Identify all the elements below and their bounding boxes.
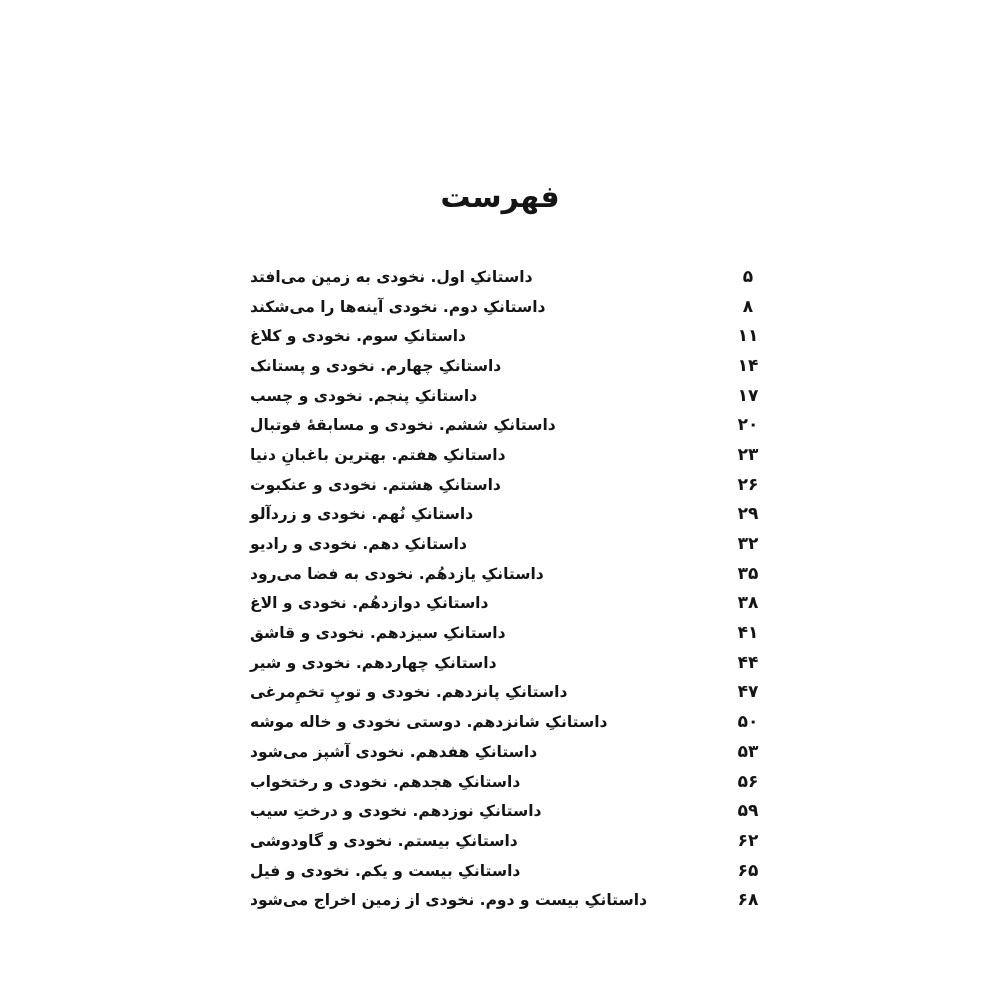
toc-entry-page-number: ۳۲ (737, 534, 759, 555)
toc-entry-title: داستانکِ اول. نخودی به زمین می‌افتد (250, 267, 533, 286)
toc-entry (250, 351, 768, 381)
toc-entry-page-number: ۳۵ (737, 563, 759, 584)
toc-entry (250, 856, 768, 886)
toc-entry-title: داستانکِ شانزدهم. دوستی نخودی و خاله موشه (250, 713, 608, 732)
toc-entry-title: داستانکِ پانزدهم. نخودی و توپِ تخم‌ِمرغی (250, 683, 568, 702)
toc-entry-page-number: ۲۶ (737, 474, 759, 495)
toc-entry-page-number: ۳۸ (737, 593, 759, 614)
toc-entry (250, 529, 768, 559)
toc-entry-page-number: ۲۰ (737, 415, 759, 436)
toc-entry (250, 559, 768, 589)
toc-entry (250, 500, 768, 530)
toc-entry-page-number: ۱۱ (737, 326, 759, 347)
toc-entry-page-number: ۵۹ (737, 801, 759, 822)
toc-entry-page-number: ۸ (742, 296, 754, 317)
toc-entry-title: داستانکِ پنجم. نخودی و چسب (250, 386, 478, 405)
toc-entry-title: داستانکِ نوزدهم. نخودی و درختِ سیب (250, 802, 542, 821)
toc-entry-page-number: ۶۸ (737, 890, 759, 911)
toc-entry (250, 737, 768, 767)
toc-entry-title: داستانکِ بیست و دوم. نخودی از زمین اخراج می‌شود (250, 891, 648, 910)
table-of-contents (250, 262, 768, 915)
toc-entry (250, 707, 768, 737)
toc-entry-title: داستانکِ هجدهم. نخودی و رختخواب (250, 772, 521, 791)
toc-entry (250, 767, 768, 797)
toc-entry-page-number: ۱۷ (737, 385, 759, 406)
toc-entry (250, 440, 768, 470)
toc-entry (250, 618, 768, 648)
toc-entry-title: داستانکِ دوم. نخودی آینه‌ها را می‌شکند (250, 297, 546, 316)
toc-entry-title: داستانکِ هفتم. بهترین باغبانِ دنیا (250, 445, 506, 464)
toc-entry-title: داستانکِ سوم. نخودی و کلاغ (250, 327, 467, 346)
toc-entry-page-number: ۵۳ (737, 741, 759, 762)
toc-entry (250, 885, 768, 915)
toc-entry-title: داستانکِ یازدهُم. نخودی به فضا می‌رود (250, 564, 544, 583)
toc-entry-page-number: ۶۵ (737, 860, 759, 881)
page-title: فهرست (440, 180, 560, 215)
toc-entry (250, 678, 768, 708)
toc-entry-title: داستانکِ بیستم. نخودی و گاودوشی (250, 831, 518, 850)
toc-entry-title: داستانکِ هشتم. نخودی و عنکبوت (250, 475, 501, 494)
toc-entry-title: داستانکِ چهاردهم. نخودی و شیر (250, 653, 497, 672)
toc-entry-title: داستانکِ دهم. نخودی و رادیو (250, 535, 467, 554)
toc-entry-title: داستانکِ دوازدهُم. نخودی و الاغ (250, 594, 489, 613)
toc-entry-page-number: ۴۷ (737, 682, 759, 703)
toc-entry-page-number: ۶۲ (737, 830, 759, 851)
toc-entry-page-number: ۵ (742, 266, 754, 287)
toc-entry-page-number: ۲۹ (737, 504, 759, 525)
toc-entry (250, 589, 768, 619)
toc-entry-page-number: ۲۳ (737, 444, 759, 465)
toc-entry-page-number: ۱۴ (737, 355, 759, 376)
toc-entry-title: داستانکِ هفدهم. نخودی آشپز می‌شود (250, 742, 538, 761)
toc-entry (250, 321, 768, 351)
toc-entry (250, 381, 768, 411)
toc-entry-title: داستانکِ بیست و یکم. نخودی و فیل (250, 861, 521, 880)
toc-entry-title: داستانکِ ششم. نخودی و مسابقهٔ فوتبال (250, 416, 556, 435)
toc-entry-title: داستانکِ نُهم. نخودی و زردآلو (250, 505, 474, 524)
toc-entry-page-number: ۵۶ (737, 771, 759, 792)
toc-entry-page-number: ۴۱ (737, 623, 759, 644)
toc-entry-page-number: ۴۴ (737, 652, 759, 673)
toc-entry-title: داستانکِ چهارم. نخودی و پستانک (250, 356, 502, 375)
toc-entry (250, 796, 768, 826)
toc-entry-title: داستانکِ سیزدهم. نخودی و قاشق (250, 624, 506, 643)
toc-entry (250, 826, 768, 856)
toc-entry (250, 292, 768, 322)
toc-entry (250, 410, 768, 440)
toc-entry (250, 470, 768, 500)
toc-entry (250, 262, 768, 292)
toc-entry (250, 648, 768, 678)
toc-entry-page-number: ۵۰ (737, 712, 759, 733)
